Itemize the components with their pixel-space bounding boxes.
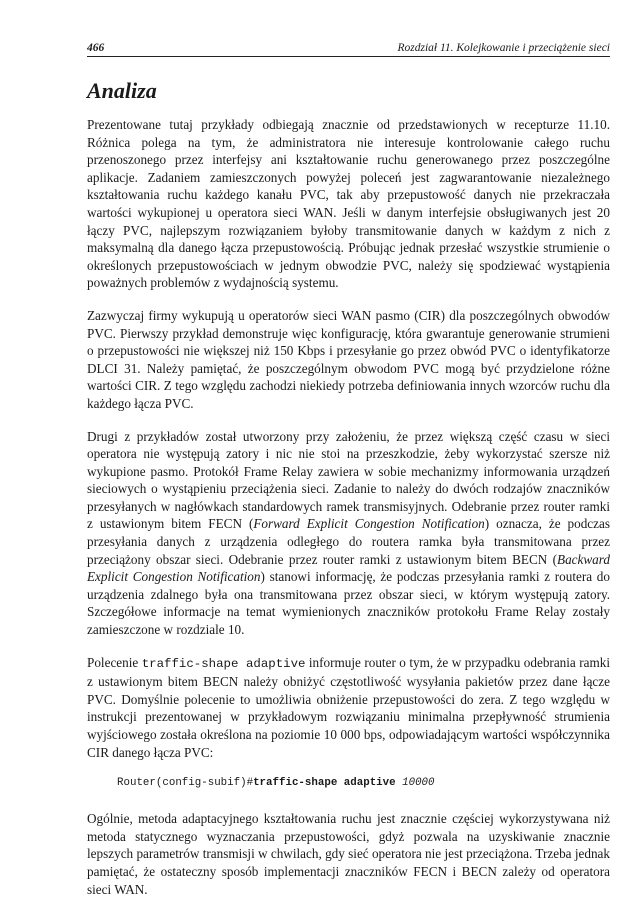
- becn-expansion: Backward Explicit Congestion Notification: [87, 551, 610, 585]
- paragraph-1: Prezentowane tutaj przykłady odbiegają znacznie od przedstawionych w recepturze 11.10. Różnica polega na tym, że administratora nie interesuje kontrolowanie całego ruchu przenoszonego przez interfejsy ani kształtowanie ruchu generowanego przez poszczególne aplikacje. Zadaniem zamieszczonych powyżej poleceń jest zagwarantowanie niezależnego kształtowania ruchu każdego kanału PVC, tak aby przepustowość danych nie przekraczała wartości wykupionej u operatora sieci WAN. Jeśli w danym interfejsie obsługiwanych jest 20 łączy PVC, najlepszym rozwiązaniem byłoby transmitowanie danych w każdym z nich z maksymalną dla danego łącza przepustowością. Próbując jednak przesłać wszystkie strumienie o określonych przepustowościach w jednym obwodzie PVC, należy się spodziewać wystąpienia poważnych problemów z wydajnością systemu.: [87, 117, 610, 291]
- section-title: Analiza: [87, 78, 157, 103]
- paragraph-5: Ogólnie, metoda adaptacyjnego kształtowania ruchu jest znacznie częściej wykorzystywana niż metoda statycznego wyznaczania przepustowości, gdyż pozwala na uzyskiwanie znacznie lepszych parametrów transmisji w chwilach, gdy sieć operatora nie jest przeciążona. Trzeba jednak pamiętać, że ostateczny sposób implementacji znaczników FECN i BECN zależy od operatora sieci WAN.: [87, 811, 610, 897]
- inline-command: traffic-shape adaptive: [141, 656, 306, 671]
- body-text: [87, 116, 610, 913]
- code-argument: 10000: [402, 777, 435, 790]
- paragraph-4: [87, 654, 610, 762]
- paragraph-3-text-a: Drugi z przykładów został utworzony przy założeniu, że przez większą część czasu w sieci operatora nie występują zatory i nic nie stoi na przeszkodzie, żeby wykorzystać szersze niż wykupione pasmo. Protokół Frame Relay zawiera w sobie mechanizmy informowania urządzeń sieciowych o wystąpieniu przeciążenia sieci. Zadanie to należy do dwóch rodzajów znaczników przesyłanych w nagłówkach standardowych ramek transmisyjnych. Odebranie przez router ramki z ustawionym bitem FECN (: [87, 428, 610, 532]
- running-header: [87, 42, 610, 57]
- code-command: traffic-shape adaptive: [253, 777, 396, 790]
- fecn-expansion: Forward Explicit Congestion Notification: [253, 516, 485, 532]
- paragraph-3: [87, 428, 610, 639]
- paragraph-4-text-a: Polecenie: [87, 654, 142, 670]
- paragraph-4-text-b: informuje router o tym, że w przypadku odebrania ramki z ustawionym bitem BECN należy obniżyć częstotliwość wysyłania pakietów przez dane łącze PVC. Domyślnie polecenie to umożliwia obniżenie przepustowości do zera. Z tego względu w instrukcji prezentowanej w przykładowym rozwiązaniu minimalna przepływność strumienia wyjściowego została określona na poziomie 10 000 bps, odpowiadającym wartości współczynnika CIR danego łącza PVC:: [87, 654, 610, 760]
- paragraph-2: Zazwyczaj firmy wykupują u operatorów sieci WAN pasmo (CIR) dla poszczególnych obwodów PVC. Pierwszy przykład demonstruje więc konfigurację, która gwarantuje generowanie strumieni o przepustowości nie większej niż 150 Kbps i przesyłanie go przez obwód PVC o identyfikatorze DLCI 31. Należy pamiętać, że poszczególnym obwodom PVC mogą być przydzielone różne wartości CIR. Z tego względu zachodzi niekiedy potrzeba definiowania innych wzorców ruchu dla każdego łącza PVC.: [87, 307, 610, 411]
- page-number: 466: [87, 42, 105, 54]
- paragraph-3-text-b: ) oznacza, że podczas przesyłania danych z urządzenia odległego do routera ramka była transmitowana przez przeciążony obszar sieci. Odebranie przez router ramki z ustawionym bitem BECN (: [87, 516, 610, 567]
- paragraph-3-text-c: ) stanowi informację, że podczas przesyłania ramki z routera do urządzenia zdalnego była ona transmitowana przez obszar sieci, w którym występują zatory. Szczegółowe informacje na temat wymienionych znaczników protokołu Frame Relay zostały zamieszczone w rozdziale 10.: [87, 569, 610, 638]
- chapter-title: Rozdział 11. Kolejkowanie i przeciążenie sieci: [397, 42, 610, 54]
- code-example: [117, 776, 610, 790]
- code-prompt: Router(config-subif)#: [117, 777, 254, 790]
